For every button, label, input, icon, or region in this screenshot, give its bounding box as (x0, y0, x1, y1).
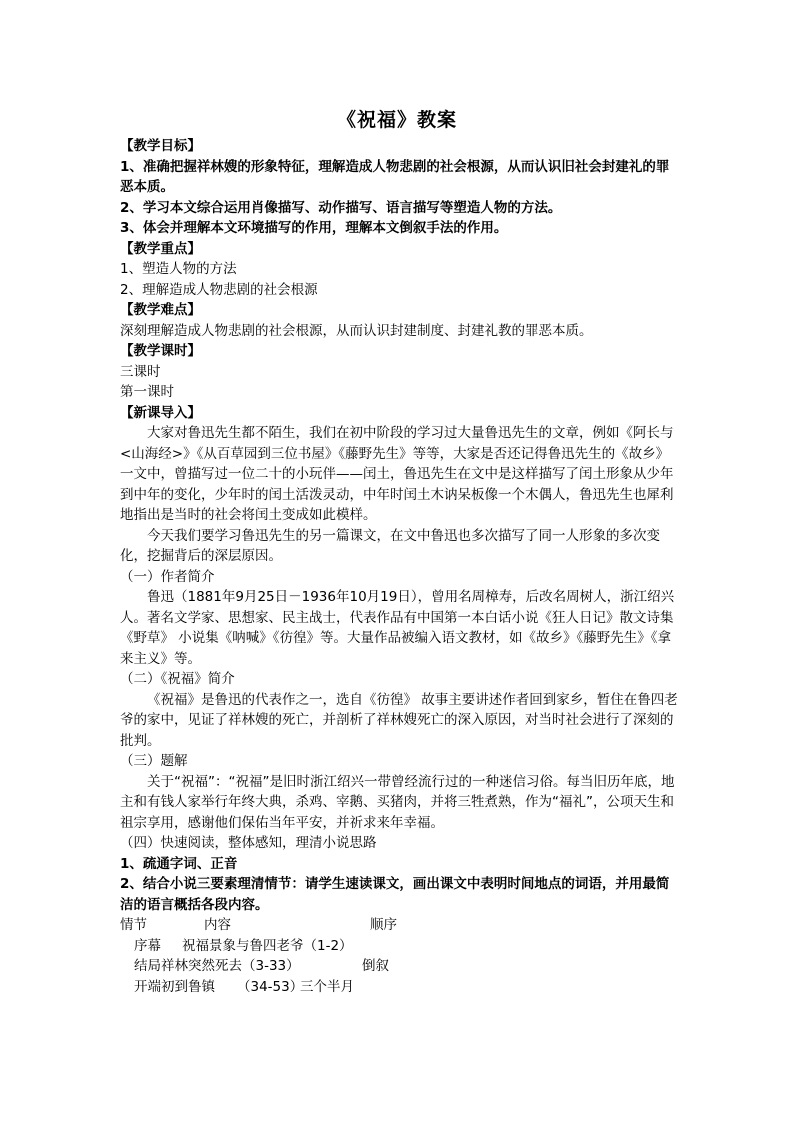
plot-cell: 倒叙 (362, 958, 389, 974)
plot-header-cell: 情节 (120, 917, 147, 933)
plot-table-row (120, 977, 680, 998)
key-item: 2、理解造成人物悲剧的社会根源 (120, 281, 318, 298)
document-body (120, 136, 680, 997)
topic-paragraph: 关于“祝福”：“祝福”是旧时浙江绍兴一带曾经流行过的一种迷信习俗。每当旧历年底，地主和有钱人家举行年终大典，杀鸡、宰鹅、买猪肉，并将三牲煮熟，作为“福礼”，公项天生和祖宗享用，感谢他们保佑当年平安，并祈求来年幸福。 (120, 773, 675, 831)
goal-item: 3、体会并理解本文环境描写的作用，理解本文倒叙手法的作用。 (120, 220, 508, 236)
intro-paragraph: 今天我们要学习鲁迅先生的另一篇课文，在文中鲁迅也多次描写了同一人形象的多次变化，挖掘背后的深层原因。 (120, 527, 660, 564)
goals-heading: 【教学目标】 (120, 138, 201, 154)
plot-cell: 开端初到鲁镇 (134, 978, 215, 995)
author-heading: （一）作者简介 (120, 568, 215, 585)
plot-cell: 祝福景象与鲁四老爷（1-2） (182, 937, 353, 954)
plot-header-cell: 顺序 (370, 917, 397, 933)
plot-cell: （34-53） (237, 978, 304, 995)
goal-item: 2、学习本文综合运用肖像描写、动作描写、语言描写等塑造人物的方法。 (120, 199, 562, 216)
difficult-text: 深刻理解造成人物悲剧的社会根源，从而认识封建制度、封建礼教的罪恶本质。 (120, 322, 593, 339)
plot-cell: 结局祥林突然死去（3-33） (134, 958, 300, 974)
lesson-label: 第一课时 (120, 384, 174, 400)
plot-header-cell: 内容 (204, 917, 231, 933)
author-paragraph: 鲁迅（1881年9月25日－1936年10月19日），曾用名周樟寿，后改名周树人，浙江绍兴人。著名文学家、思想家、民主战士，代表作品有中国第一本白话小说《狂人日记》散文诗集《野草》 小说集《呐喊》《彷徨》等。大量作品被编入语文教材，如《故乡》《藤野先生》《拿来主义》等。 (120, 589, 675, 667)
hours-heading: 【教学课时】 (120, 343, 201, 359)
plot-table-row (120, 936, 680, 957)
work-paragraph: 《祝福》是鲁迅的代表作之一，选自《彷徨》 故事主要讲述作者回到家乡，暂住在鲁四老爷的家中，见证了祥林嫂的死亡，并剖析了祥林嫂死亡的深入原因，对当时社会进行了深刻的批判。 (120, 691, 678, 749)
work-heading: （二）《祝福》简介 (120, 671, 235, 687)
hours-text: 三课时 (120, 363, 161, 380)
key-heading: 【教学重点】 (120, 240, 201, 257)
plot-table-header (120, 915, 680, 936)
plot-cell: 三个半月 (300, 978, 354, 995)
difficult-heading: 【教学难点】 (120, 302, 201, 318)
read-heading: （四）快速阅读，整体感知，理清小说思路 (120, 835, 377, 851)
plot-cell: 序幕 (134, 937, 161, 954)
read-item: 1、疏通字词、正音 (120, 855, 238, 872)
document-title: 《祝福》教案 (336, 109, 457, 131)
read-item: 2、结合小说三要素理清情节：请学生速读课文，画出课文中表明时间地点的词语，并用最简洁的语言概括各段内容。 (120, 876, 670, 913)
intro-heading: 【新课导入】 (120, 404, 201, 421)
plot-table-row (120, 956, 680, 977)
goal-item: 1、准确把握祥林嫂的形象特征，理解造成人物悲剧的社会根源，从而认识旧社会封建礼的罪恶本质。 (120, 158, 670, 195)
key-item: 1、塑造人物的方法 (120, 261, 237, 277)
topic-heading: （三）题解 (120, 753, 188, 769)
intro-paragraph: 大家对鲁迅先生都不陌生，我们在初中阶段的学习过大量鲁迅先生的文章，例如《阿长与<山海经>》《从百草园到三位书屋》《藤野先生》等等，大家是否还记得鲁迅先生的《故乡》一文中，曾描写过一位二十的小玩伴——闰土，鲁迅先生在文中是这样描写了闰土形象从少年到中年的变化，少年时的闰土活泼灵动，中年时闰土木讷呆板像一个木偶人，鲁迅先生也犀利地指出是当时的社会将闰土变成如此模样。 (120, 425, 674, 523)
